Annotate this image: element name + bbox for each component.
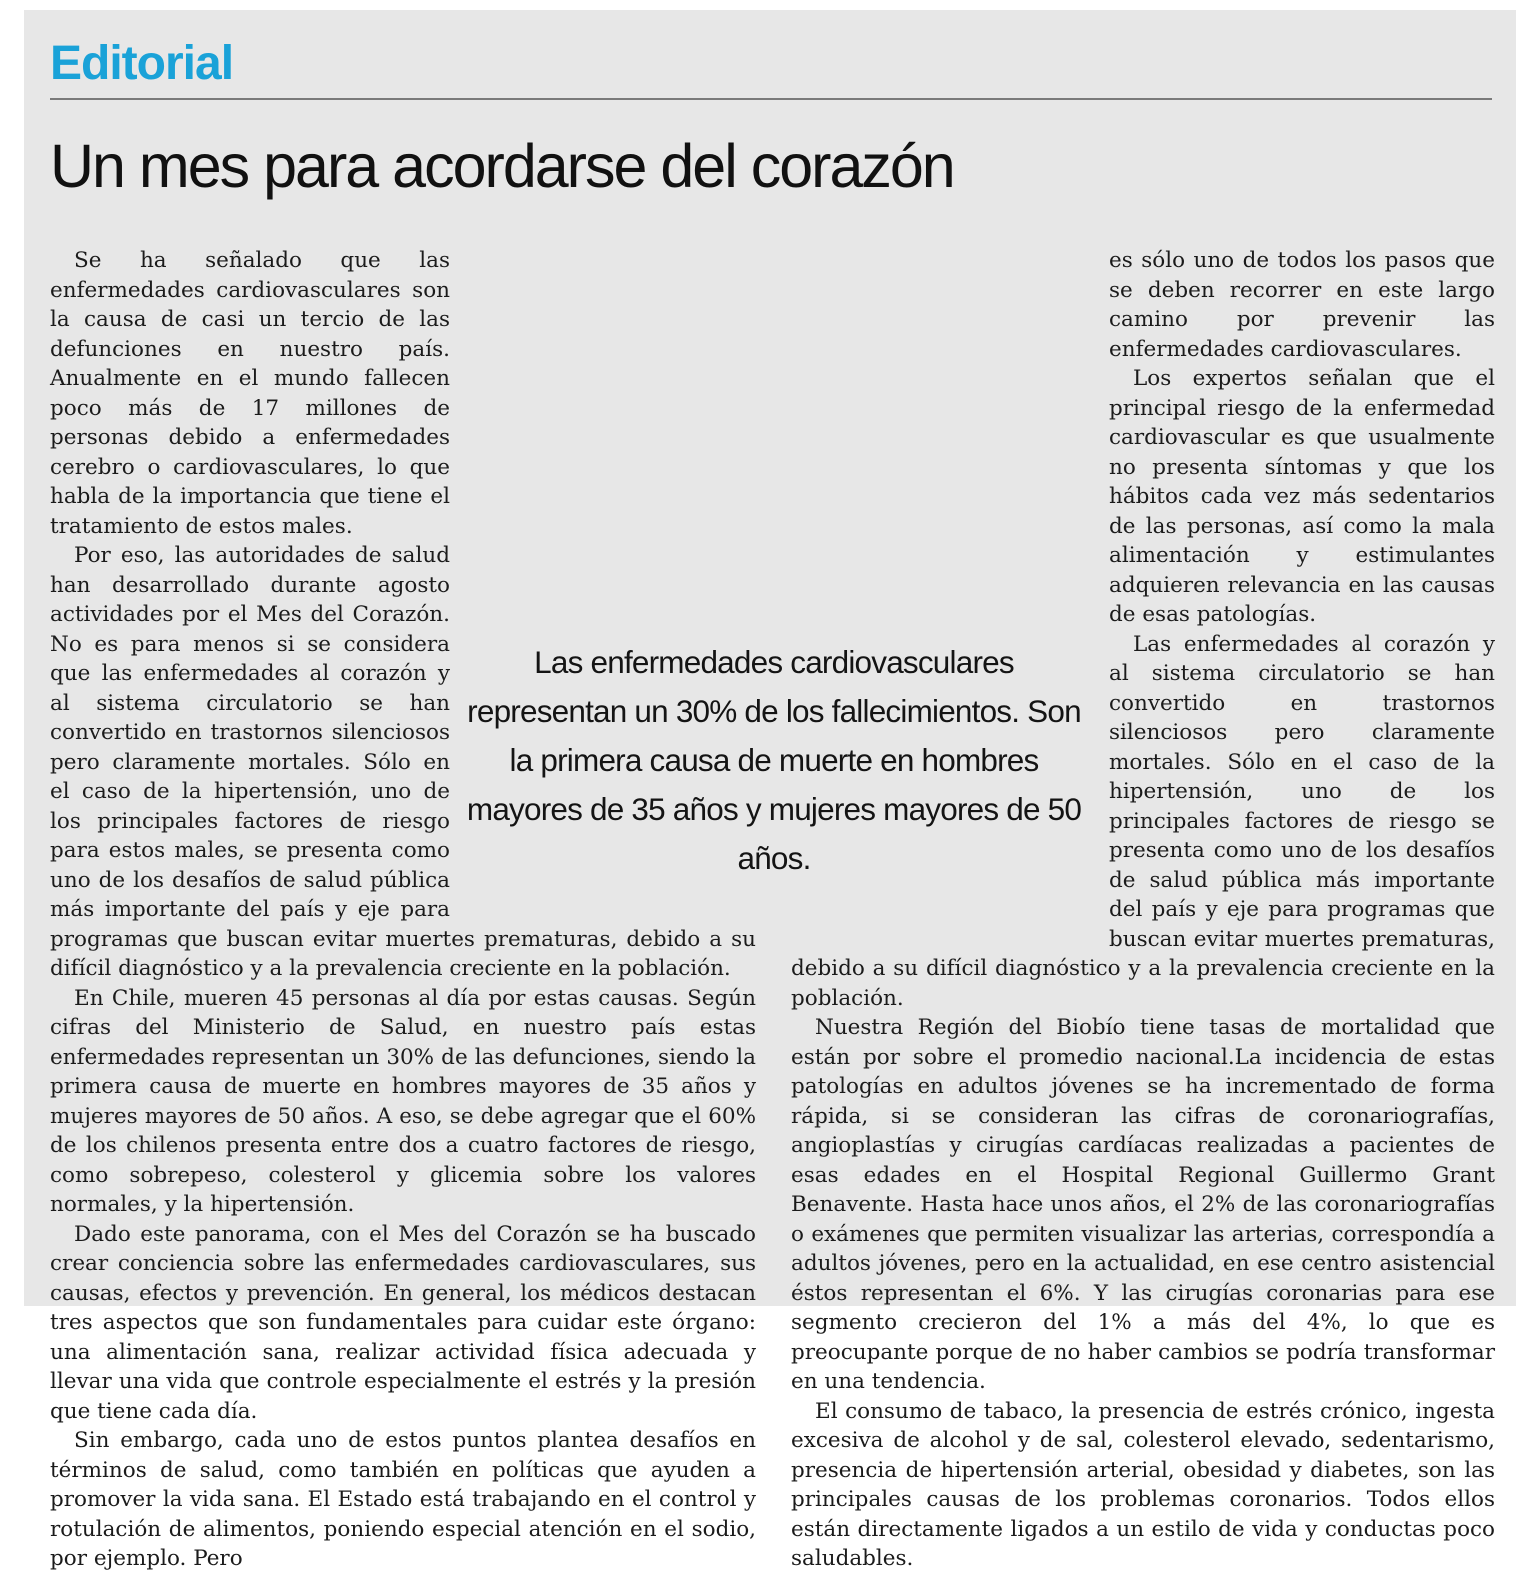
paragraph: Por eso, las autoridades de salud han desarrollado durante agosto actividades por el Mes del Corazón. No es para menos si se considera que las enfermedades al corazón y al sistema circulatorio se han convertido en trastornos silenciosos pero claramente mortales. Sólo en el caso de la hipertensión, uno de los principales factores de riesgo para estos males, se presenta como uno de los desafíos de salud pública más importante del país y eje para programas que buscan evitar muertes prematuras, debido a su difícil diagnóstico y a la prevalencia creciente en la población. [50,543,756,981]
section-title: Editorial [50,37,234,90]
paragraph: Los expertos señalan que el principal riesgo de la enfermedad cardiovascular es que usualmente no presenta síntomas y que los hábitos cada vez más sedentarios de las personas, así como la mala alimentación y estimulantes adquieren relevancia en las causas de esas patologías. [1109,366,1495,627]
pull-quote: Las enfermedades cardiovasculares representan un 30% de los fallecimientos. Son la primera causa de muerte en hombres mayores de 35 años y mujeres mayores de 50 años. [466,644,1082,876]
article-headline: Un mes para acordarse del corazón [50,132,954,200]
newspaper-page [24,10,1516,1571]
right-column [791,246,1495,1574]
paragraph: Sin embargo, cada uno de estos puntos plantea desafíos en términos de salud, como también en políticas que ayuden a promover la vida sana. El Estado está trabajando en el control y rotulación de alimentos, poniendo especial atención en el sodio, por ejemplo. Pero [50,1428,756,1571]
paragraph: Nuestra Región del Biobío tiene tasas de mortalidad que están por sobre el promedio nacional.La incidencia de estas patologías en adultos jóvenes se ha incrementado de forma rápida, si se consideran las cifras de coronariografías, angioplastías y cirugías cardíacas realizadas a pacientes de esas edades en el Hospital Regional Guillermo Grant Benavente. Hasta hace unos años, el 2% de las coronariografías o exámenes que permiten visualizar las arterias, correspondía a adultos jóvenes, pero en la actualidad, en ese centro asistencial éstos representan el 6%. Y las cirugías coronarias para ese segmento crecieron del 1% a más del 4%, lo que es preocupante porque de no haber cambios se podría transformar en una tendencia. [791,1015,1495,1394]
paragraph: Dado este panorama, con el Mes del Corazón se ha buscado crear conciencia sobre las enfermedades cardiovasculares, sus causas, efectos y prevención. En general, los médicos destacan tres aspectos que son fundamentales para cuidar este órgano: una alimentación sana, realizar actividad física adecuada y llevar una vida que controle especialmente el estrés y la presión que tiene cada día. [50,1221,756,1424]
section-divider [50,98,1492,100]
left-column [50,246,756,1574]
paragraph: Se ha señalado que las enfermedades cardiovasculares son la causa de casi un tercio de las defunciones en nuestro país. Anualmente en el mundo fallecen poco más de 17 millones de personas debido a enfermedades cerebro o cardiovasculares, lo que habla de la importancia que tiene el tratamiento de estos males. [50,248,450,539]
paragraph: El consumo de tabaco, la presencia de estrés crónico, ingesta excesiva de alcohol y de sal, colesterol elevado, sedentarismo, presencia de hipertensión arterial, obesidad y diabetes, son las principales causas de los problemas coronarios. Todos ellos están directamente ligados a un estilo de vida y conductas poco saludables. [791,1398,1495,1571]
paragraph: es sólo uno de todos los pasos que se deben recorrer en este largo camino por prevenir las enfermedades cardiovasculares. [1109,248,1495,362]
paragraph: En Chile, mueren 45 personas al día por estas causas. Según cifras del Ministerio de Salud, en nuestro país estas enfermedades representan un 30% de las defunciones, siendo la primera causa de muerte en hombres mayores de 35 años y mujeres mayores de 50 años. A eso, se debe agregar que el 60% de los chilenos presenta entre dos a cuatro factores de riesgo, como sobrepeso, colesterol y glicemia sobre los valores normales, y la hipertensión. [50,985,756,1217]
paragraph: Las enfermedades al corazón y al sistema circulatorio se han convertido en trastornos silenciosos pero claramente mortales. Sólo en el caso de la hipertensión, uno de los principales factores de riesgo se presenta como uno de los desafíos de salud pública más importante del país y eje para programas que buscan evitar muertes prematuras, debido a su difícil diagnóstico y a la prevalencia creciente en la población. [791,631,1495,1011]
